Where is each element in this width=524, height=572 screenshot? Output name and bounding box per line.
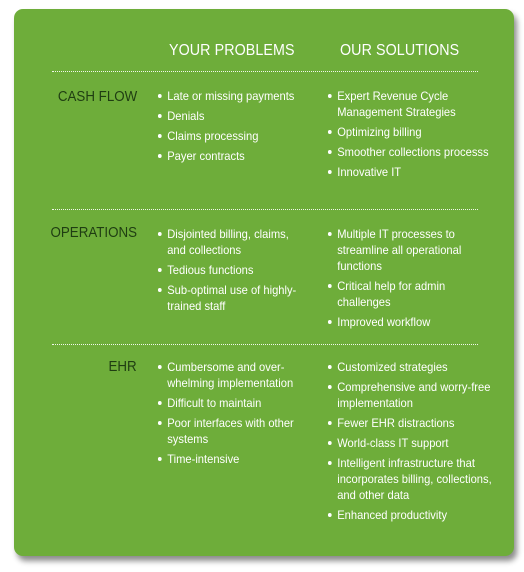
list-item: Cumbersome and over-whelming implementation — [157, 359, 306, 391]
list-item: Payer contracts — [157, 148, 306, 164]
list-item: Enhanced productivity — [327, 507, 494, 523]
section-divider — [52, 209, 478, 210]
cash-flow-problems-list — [157, 88, 317, 168]
solutions-column-header: OUR SOLUTIONS — [340, 42, 460, 59]
list-item: Time-intensive — [157, 451, 306, 467]
list-item: Expert Revenue Cycle Management Strategies — [327, 88, 494, 120]
section-label-ehr: EHR — [108, 359, 137, 375]
list-item: Intelligent infrastructure that incorporates billing, collections, and other data — [327, 455, 494, 503]
ehr-solutions-list — [327, 359, 507, 527]
list-item: World-class IT support — [327, 435, 494, 451]
list-item: Late or missing payments — [157, 88, 306, 104]
problems-solutions-panel — [14, 9, 514, 556]
problems-column-header: YOUR PROBLEMS — [169, 42, 295, 59]
list-item: Claims processing — [157, 128, 306, 144]
list-item: Disjointed billing, claims, and collections — [157, 226, 306, 258]
section-divider — [52, 71, 478, 72]
section-label-cash-flow: CASH FLOW — [57, 89, 137, 105]
list-item: Optimizing billing — [327, 124, 494, 140]
ehr-problems-list — [157, 359, 317, 471]
list-item: Critical help for admin challenges — [327, 278, 494, 310]
list-item: Comprehensive and worry-free implementation — [327, 379, 494, 411]
list-item: Smoother collections processs — [327, 144, 494, 160]
section-divider — [52, 344, 478, 345]
list-item: Denials — [157, 108, 306, 124]
list-item: Difficult to maintain — [157, 395, 306, 411]
list-item: Customized strategies — [327, 359, 494, 375]
cash-flow-solutions-list — [327, 88, 507, 184]
list-item: Sub-optimal use of highly-trained staff — [157, 282, 306, 314]
operations-problems-list — [157, 226, 317, 318]
operations-solutions-list — [327, 226, 507, 334]
list-item: Tedious functions — [157, 262, 306, 278]
list-item: Multiple IT processes to streamline all operational functions — [327, 226, 494, 274]
list-item: Innovative IT — [327, 164, 494, 180]
list-item: Fewer EHR distractions — [327, 415, 494, 431]
list-item: Improved workflow — [327, 314, 494, 330]
list-item: Poor interfaces with other systems — [157, 415, 306, 447]
section-label-operations: OPERATIONS — [50, 225, 137, 241]
